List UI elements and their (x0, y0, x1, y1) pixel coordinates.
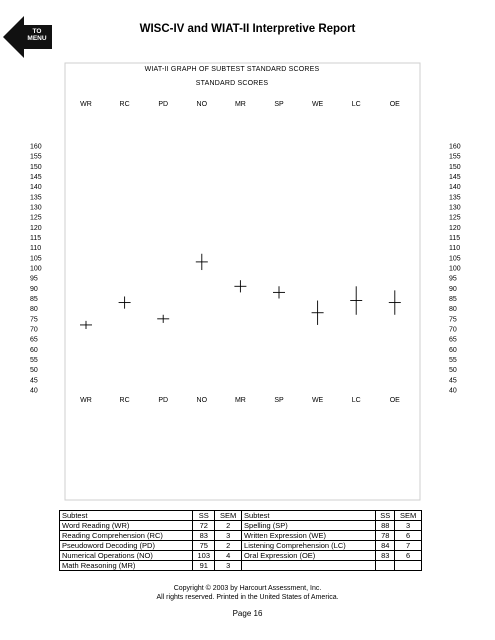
y-tick-label: 85 (30, 296, 38, 303)
table-cell: 83 (193, 531, 215, 541)
table-header: Subtest (242, 511, 376, 521)
table-header: SS (376, 511, 395, 521)
y-tick-label: 100 (30, 265, 42, 273)
y-tick-label: 125 (449, 214, 461, 222)
table-cell: 3 (215, 531, 242, 541)
y-tick-label: 150 (449, 163, 461, 171)
y-tick-label: 110 (449, 245, 461, 253)
y-tick-label: 105 (449, 255, 461, 263)
table-cell: Word Reading (WR) (60, 521, 193, 531)
table-cell: 6 (395, 551, 422, 561)
y-tick-label: 150 (30, 163, 42, 171)
x-category-label: MR (234, 101, 246, 108)
y-tick-label: 120 (30, 224, 42, 232)
y-tick-label: 135 (449, 194, 461, 202)
table-cell: Reading Comprehension (RC) (60, 531, 193, 541)
subtest-score-table (59, 510, 422, 571)
y-tick-label: 90 (449, 285, 457, 293)
table-cell: 103 (193, 551, 215, 561)
x-category-label: WE (311, 101, 324, 108)
copyright-text: Copyright © 2003 by Harcourt Assessment, Inc. (173, 585, 322, 592)
x-category-label: OE (389, 397, 400, 404)
chart-subtitle: STANDARD SCORES (195, 80, 269, 87)
y-tick-label: 55 (449, 357, 457, 364)
x-category-label: MR (234, 397, 246, 404)
table-row (60, 541, 422, 551)
y-tick-label: 160 (30, 143, 42, 151)
y-tick-label: 110 (30, 245, 42, 253)
page-number: Page 16 (232, 609, 263, 618)
y-tick-label: 155 (30, 153, 42, 161)
table-cell: 3 (395, 521, 422, 531)
table-header: SEM (395, 511, 422, 521)
y-tick-label: 95 (449, 275, 457, 283)
y-tick-label: 45 (30, 377, 38, 385)
table-header: Subtest (60, 511, 193, 521)
table-cell: 7 (395, 541, 422, 551)
table-cell: 83 (376, 551, 395, 561)
y-tick-label: 80 (30, 306, 38, 314)
table-cell: Written Expression (WE) (242, 531, 376, 541)
table-cell: 91 (193, 561, 215, 571)
x-category-label: OE (389, 101, 400, 108)
table-cell: 72 (193, 521, 215, 531)
table-cell: Math Reasoning (MR) (60, 561, 193, 571)
y-tick-label: 70 (30, 326, 38, 334)
x-category-label: PD (158, 101, 169, 108)
y-tick-label: 75 (449, 316, 457, 324)
y-tick-label: 100 (449, 265, 461, 273)
x-category-label: LC (351, 397, 361, 404)
y-tick-label: 115 (449, 235, 461, 242)
x-category-label: WR (80, 101, 92, 108)
y-tick-label: 65 (30, 336, 38, 344)
table-cell: 2 (215, 521, 242, 531)
table-cell: 88 (376, 521, 395, 531)
footer (0, 584, 495, 602)
y-tick-label: 55 (30, 357, 38, 364)
x-category-label: WR (80, 397, 92, 404)
y-tick-label: 115 (30, 235, 42, 242)
x-category-label: WE (311, 397, 324, 404)
y-tick-label: 40 (30, 387, 38, 395)
y-tick-label: 130 (30, 204, 42, 212)
y-tick-label: 140 (449, 184, 461, 192)
report-title: WISC-IV and WIAT-II Interpretive Report (139, 23, 356, 35)
x-category-label: NO (196, 101, 208, 108)
y-tick-label: 125 (30, 214, 42, 222)
table-cell: 4 (215, 551, 242, 561)
table-cell: Spelling (SP) (242, 521, 376, 531)
y-tick-label: 145 (30, 174, 42, 181)
table-cell: 6 (395, 531, 422, 541)
table-cell (376, 561, 395, 571)
x-category-label: RC (119, 101, 130, 108)
table-header: SEM (215, 511, 242, 521)
chart-title: WIAT-II GRAPH OF SUBTEST STANDARD SCORES (144, 66, 320, 73)
table-row (60, 551, 422, 561)
table-cell (242, 561, 376, 571)
table-cell: 84 (376, 541, 395, 551)
x-category-label: RC (119, 397, 130, 404)
y-tick-label: 60 (30, 346, 38, 354)
table-cell: Pseudoword Decoding (PD) (60, 541, 193, 551)
table-cell: 75 (193, 541, 215, 551)
y-tick-label: 130 (449, 204, 461, 212)
table-cell: 3 (215, 561, 242, 571)
y-tick-label: 160 (449, 143, 461, 151)
y-tick-label: 80 (449, 306, 457, 314)
y-tick-label: 65 (449, 336, 457, 344)
table-cell: Listening Comprehension (LC) (242, 541, 376, 551)
x-category-label: LC (351, 101, 361, 108)
table-header-row (60, 511, 422, 521)
table-cell (395, 561, 422, 571)
table-cell: 2 (215, 541, 242, 551)
y-tick-label: 45 (449, 377, 457, 385)
table-cell: Oral Expression (OE) (242, 551, 376, 561)
subtest-score-chart (30, 58, 480, 508)
y-tick-label: 50 (30, 367, 38, 375)
y-tick-label: 135 (30, 194, 42, 202)
y-tick-label: 90 (30, 285, 38, 293)
y-tick-label: 75 (30, 316, 38, 324)
table-header: SS (193, 511, 215, 521)
table-row (60, 561, 422, 571)
y-tick-label: 95 (30, 275, 38, 283)
rights-text: All rights reserved. Printed in the United States of America. (156, 594, 339, 601)
y-tick-label: 70 (449, 326, 457, 334)
table-cell: Numerical Operations (NO) (60, 551, 193, 561)
y-tick-label: 120 (449, 224, 461, 232)
y-tick-label: 140 (30, 184, 42, 192)
back-to-menu-button[interactable] (2, 14, 52, 58)
table-row (60, 521, 422, 531)
x-category-label: SP (274, 101, 284, 108)
y-tick-label: 105 (30, 255, 42, 263)
y-tick-label: 60 (449, 346, 457, 354)
y-tick-label: 145 (449, 174, 461, 181)
y-tick-label: 155 (449, 153, 461, 161)
back-button-label: BACK TO MENU (27, 20, 47, 42)
y-tick-label: 40 (449, 387, 457, 395)
y-tick-label: 50 (449, 367, 457, 375)
x-category-label: NO (196, 397, 208, 404)
table-row (60, 531, 422, 541)
x-category-label: PD (158, 397, 169, 404)
y-tick-label: 85 (449, 296, 457, 303)
table-cell: 78 (376, 531, 395, 541)
x-category-label: SP (274, 397, 284, 404)
